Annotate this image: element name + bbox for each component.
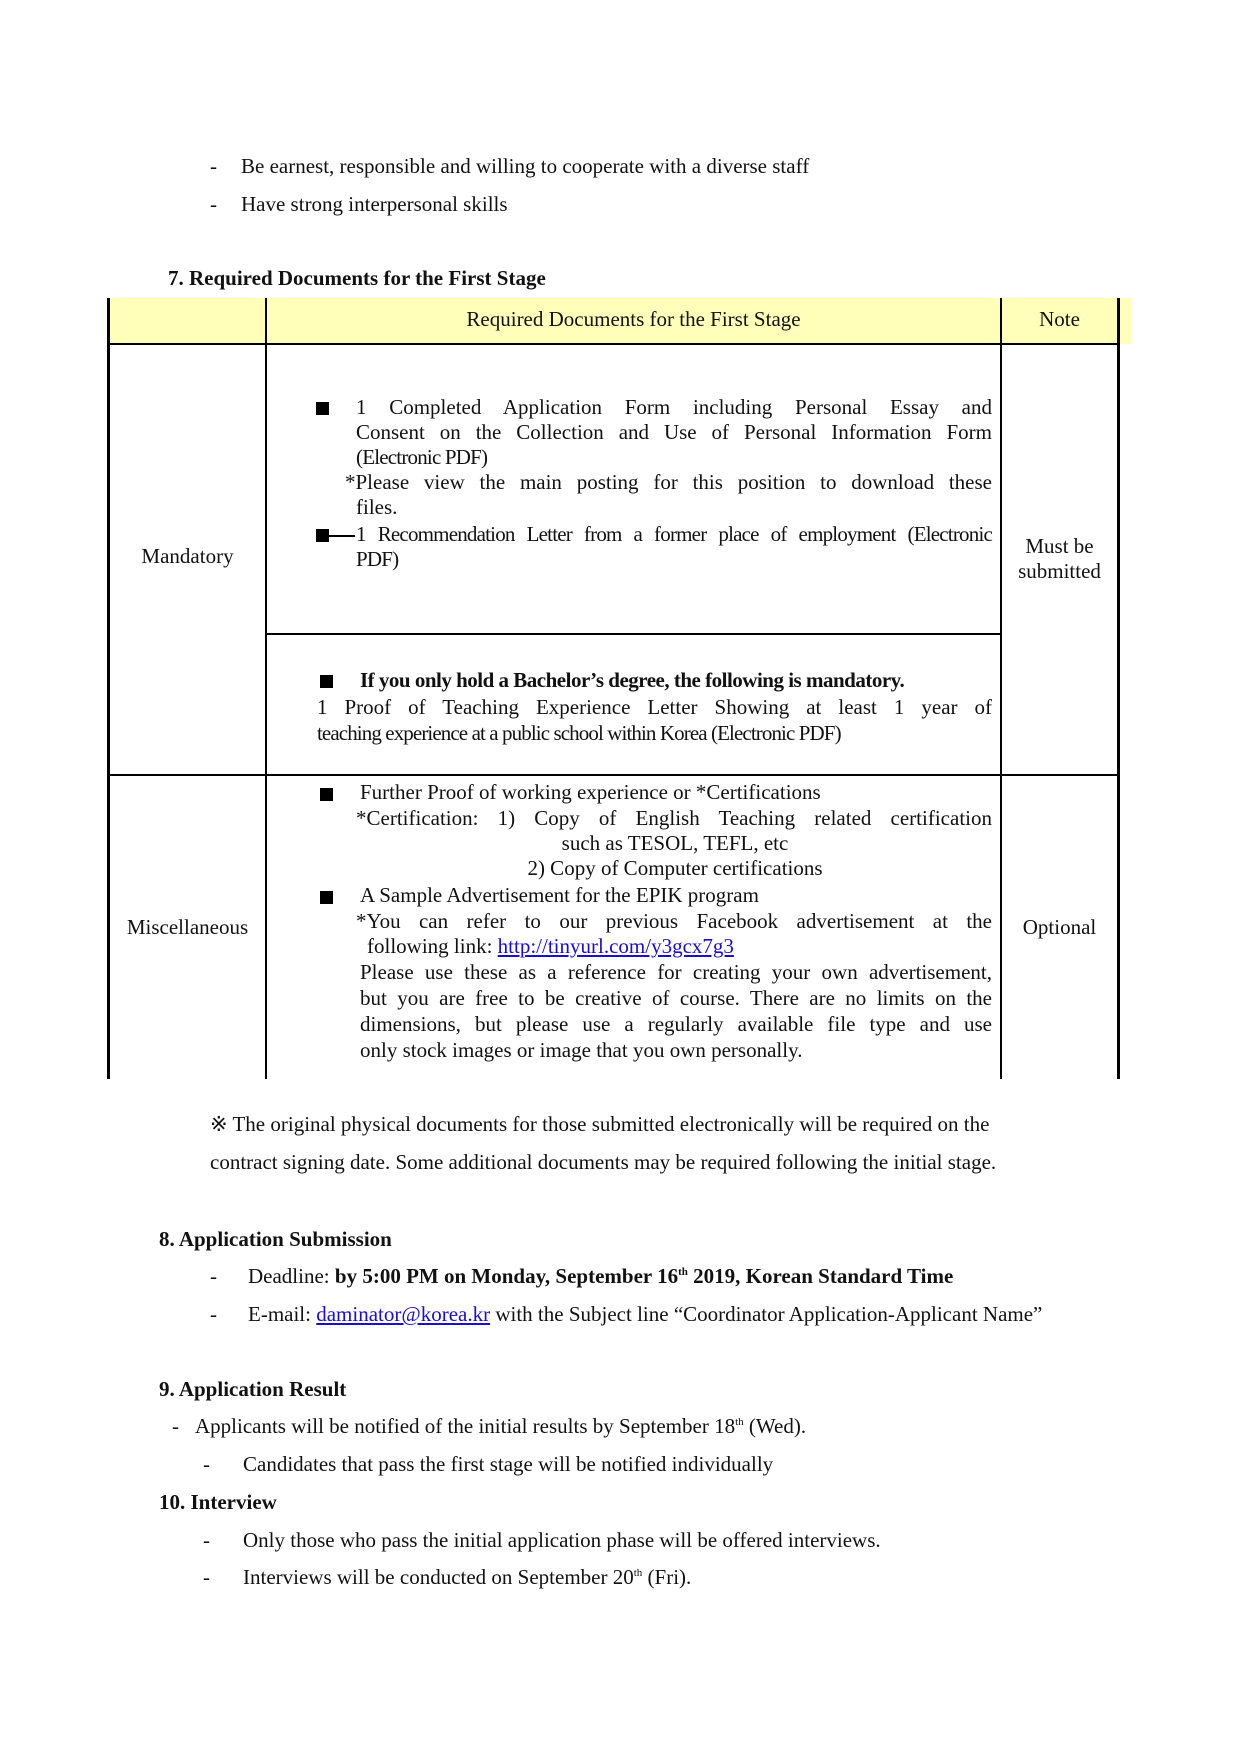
text-line: Consent on the Collection and Use of Personal Information Form — [356, 420, 992, 444]
list-item: Be earnest, responsible and willing to cooperate with a diverse staff — [241, 154, 810, 178]
square-bullet-icon — [320, 891, 333, 904]
mandatory-note-download — [345, 470, 992, 520]
note-optional: Optional — [1022, 915, 1097, 939]
section-8-heading: 8. Application Submission — [159, 1227, 392, 1251]
text-line: but you are free to be creative of course. There are no limits on the — [360, 986, 992, 1010]
row-divider — [266, 633, 1001, 635]
deadline-value — [335, 1264, 953, 1288]
section-7-heading: 7. Required Documents for the First Stage — [168, 266, 546, 290]
bachelor-condition-heading: If you only hold a Bachelor’s degree, the following is mandatory. — [360, 668, 905, 692]
dash-marker: - — [172, 1414, 179, 1438]
mandatory-item-application-form — [356, 395, 992, 470]
link-prefix: following link: — [367, 934, 498, 958]
text-fragment: Applicants will be notified of the initial results by September 18 — [195, 1414, 736, 1438]
misc-item-working-experience: Further Proof of working experience or *Certifications — [360, 780, 821, 804]
dash-marker: - — [203, 1528, 210, 1552]
dash-marker: - — [203, 1452, 210, 1476]
square-bullet-icon — [320, 675, 333, 688]
result-notification-item — [195, 1414, 806, 1439]
email-link[interactable]: daminator@korea.kr — [316, 1302, 491, 1326]
deadline-item — [248, 1264, 953, 1289]
header-divider — [107, 343, 1120, 345]
text-line: 1 Recommendation Letter from a former place of employment (Electronic — [356, 522, 992, 546]
section-10-heading: 10. Interview — [159, 1490, 277, 1514]
dash-marker: - — [210, 192, 217, 216]
note-line: Must be — [1025, 534, 1094, 558]
table-border-right — [1117, 298, 1120, 1079]
advertisement-reference — [356, 909, 992, 959]
text-fragment: Interviews will be conducted on September 20 — [243, 1565, 634, 1589]
dash-marker: - — [210, 154, 217, 178]
text-line: dimensions, but please use a regularly available file type and use — [360, 1012, 992, 1036]
text-line: *You can refer to our previous Facebook advertisement at the — [356, 909, 992, 933]
email-label: E-mail: — [248, 1302, 317, 1326]
ordinal-suffix: th — [678, 1266, 688, 1278]
text-line — [356, 934, 992, 959]
text-line: PDF) — [356, 547, 399, 571]
interview-date-item — [243, 1565, 691, 1590]
text-fragment: (Wed). — [743, 1414, 807, 1438]
teaching-experience-letter — [317, 694, 992, 746]
text-fragment: (Fri). — [642, 1565, 692, 1589]
advertisement-instructions — [360, 959, 992, 1063]
text-line: teaching experience at a public school within Korea (Electronic PDF) — [317, 721, 841, 745]
text-line: only stock images or image that you own personally. — [360, 1038, 803, 1062]
dash-marker: - — [203, 1565, 210, 1589]
ordinal-suffix: th — [633, 1567, 643, 1579]
deadline-label: Deadline: — [248, 1264, 335, 1288]
ordinal-suffix: th — [735, 1416, 744, 1428]
row-divider — [107, 774, 1120, 776]
text-line: 2) Copy of Computer certifications — [527, 856, 823, 880]
row-label-mandatory: Mandatory — [141, 544, 234, 568]
certification-details — [356, 806, 992, 881]
text-line: *Please view the main posting for this position to download these — [345, 470, 992, 494]
dash-marker: - — [210, 1264, 217, 1288]
footnote-line: contract signing date. Some additional documents may be required following the initial stage. — [210, 1150, 997, 1174]
note-must-be-submitted — [1002, 534, 1117, 584]
required-documents-table — [107, 298, 1131, 1079]
strike-dash — [323, 535, 355, 537]
dash-marker: - — [210, 1302, 217, 1326]
tinyurl-link[interactable]: http://tinyurl.com/y3gcx7g3 — [497, 934, 734, 958]
header-note: Note — [1039, 307, 1080, 331]
text-line: *Certification: 1) Copy of English Teaching related certification — [356, 806, 992, 830]
section-9-heading: 9. Application Result — [159, 1377, 347, 1401]
column-divider — [265, 298, 267, 1079]
header-documents: Required Documents for the First Stage — [466, 307, 801, 331]
text-line: Please use these as a reference for creating your own advertisement, — [360, 960, 992, 984]
square-bullet-icon — [320, 788, 333, 801]
email-item — [248, 1302, 1042, 1327]
note-line: submitted — [1018, 559, 1101, 583]
text-line: (Electronic PDF) — [356, 445, 488, 469]
list-item: Have strong interpersonal skills — [241, 192, 508, 216]
list-item: Only those who pass the initial application phase will be offered interviews. — [243, 1528, 881, 1552]
mandatory-item-recommendation — [356, 522, 992, 572]
column-divider — [1000, 298, 1002, 1079]
square-bullet-icon — [316, 402, 329, 415]
footnote-line: ※ The original physical documents for those submitted electronically will be required on the — [210, 1112, 990, 1136]
misc-item-sample-advertisement: A Sample Advertisement for the EPIK program — [360, 883, 759, 907]
row-label-miscellaneous: Miscellaneous — [126, 915, 249, 939]
text-line: such as TESOL, TEFL, etc — [561, 831, 789, 855]
table-border-left — [107, 298, 110, 1079]
email-subject-instruction: with the Subject line “Coordinator Application-Applicant Name” — [490, 1302, 1043, 1326]
deadline-date: by 5:00 PM on Monday, September 16 — [334, 1264, 679, 1288]
text-line: 1 Completed Application Form including Personal Essay and — [356, 395, 992, 419]
text-line: files. — [356, 495, 398, 519]
deadline-time: 2019, Korean Standard Time — [687, 1264, 954, 1288]
text-line: 1 Proof of Teaching Experience Letter Showing at least 1 year of — [317, 695, 992, 719]
list-item: Candidates that pass the first stage will be notified individually — [243, 1452, 774, 1476]
